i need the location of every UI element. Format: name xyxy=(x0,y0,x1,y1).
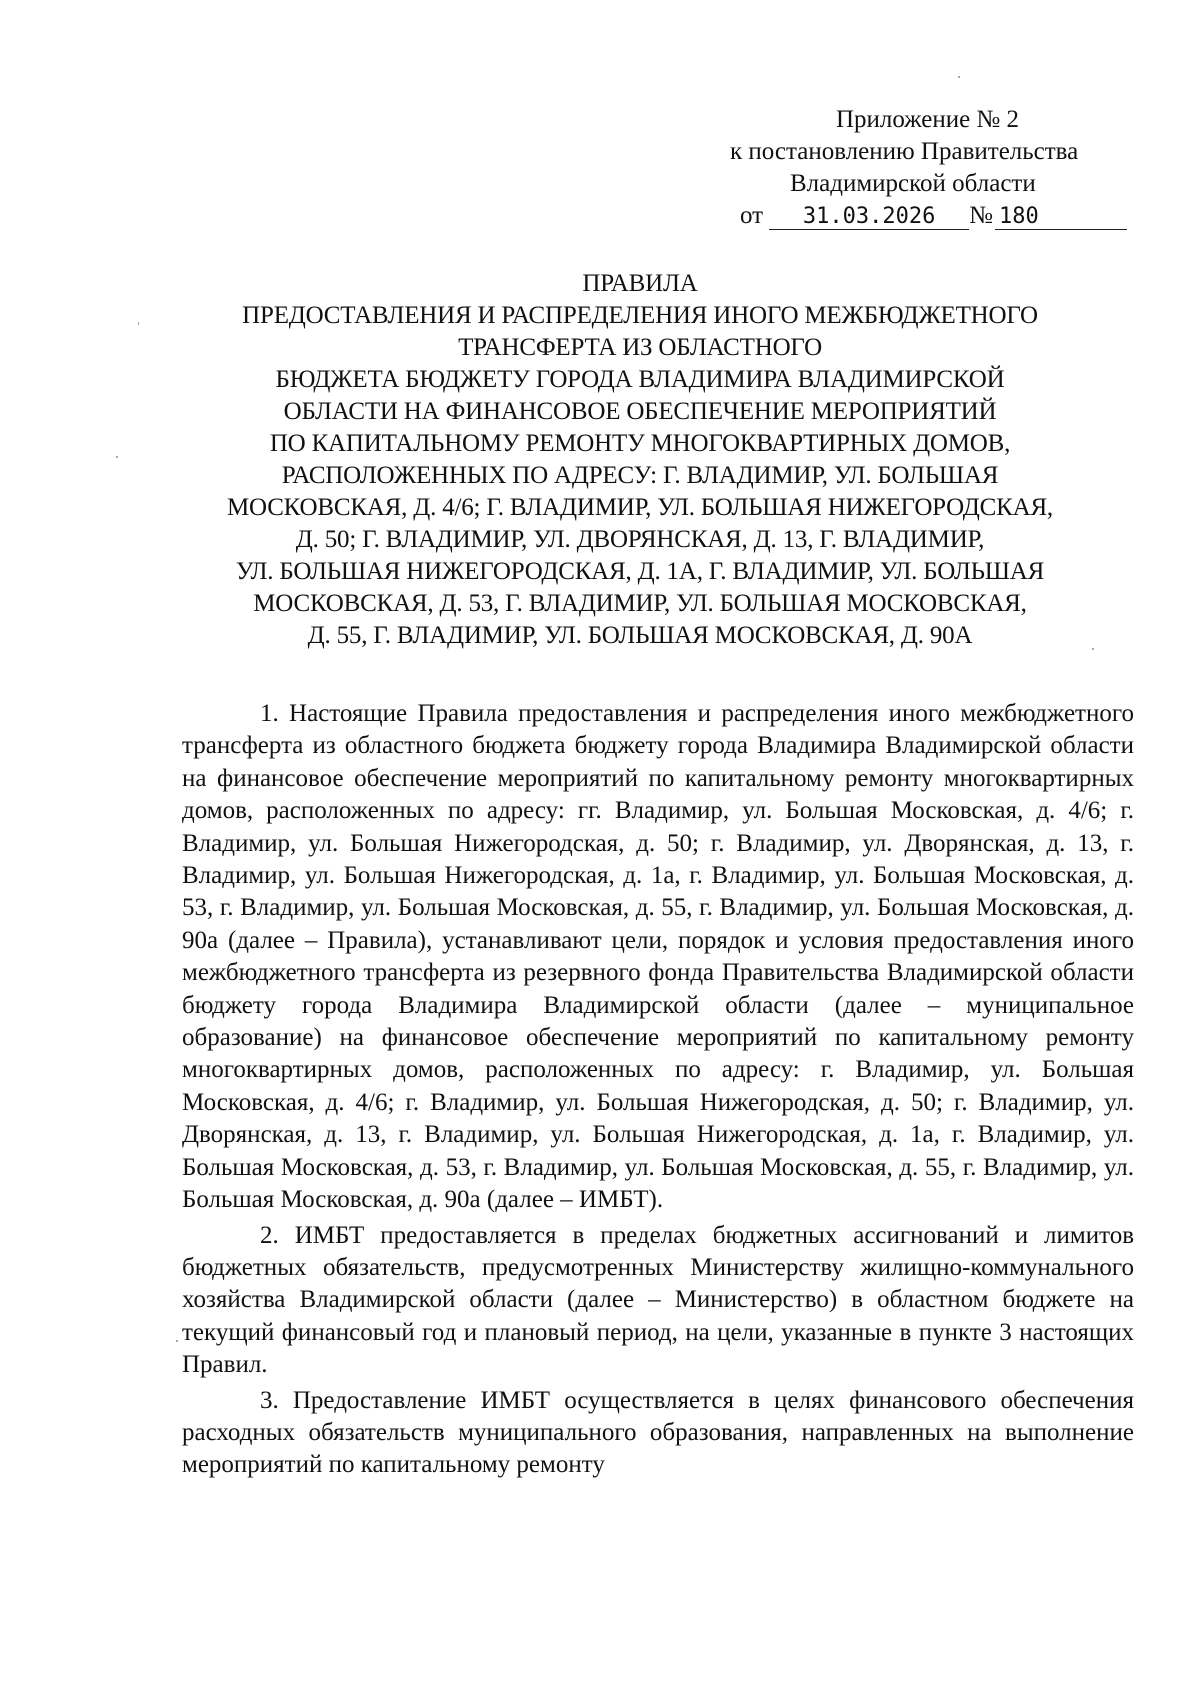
title-line: УЛ. БОЛЬШАЯ НИЖЕГОРОДСКАЯ, Д. 1А, Г. ВЛАДИМИР, УЛ. БОЛЬШАЯ xyxy=(235,558,1045,585)
from-label: от xyxy=(740,202,764,229)
scan-speck xyxy=(138,322,139,325)
appendix-resolution-ref: к постановлению Правительства xyxy=(730,138,1079,165)
scan-speck xyxy=(1092,648,1094,650)
resolution-date: 31.03.2026 xyxy=(769,205,969,230)
paragraph-1: 1. Настоящие Правила предоставления и распределения иного межбюджетного трансферта из областного бюджета бюджету города Владимира Владимирской области на финансовое обеспечение мероприятий по капитальному ремонту многоквартирных домов, расположенных по адресу: гг. Владимир, ул. Большая Московская, д. 4/6; г. Владимир, ул. Большая Нижегородская, д. 50; г. Владимир, ул. Дворянская, д. 13, г. Владимир, ул. Большая Нижегородская, д. 1а, г. Владимир, ул. Большая Московская, д. 53, г. Владимир, ул. Большая Московская, д. 55, г. Владимир, ул. Большая Московская, д. 90а (далее – Правила), устанавливают цели, порядок и условия предоставления иного межбюджетного трансферта из резервного фонда Правительства Владимирской области бюджету города Владимира Владимирской области (далее – муниципальное образование) на финансовое обеспечение мероприятий по капитальному ремонту многоквартирных домов, расположенных по адресу: г. Владимир, ул. Большая Московская, д. 4/6; г. Владимир, ул. Большая Нижегородская, д. 50; г. Владимир, ул. Дворянская, д. 13, г. Владимир, ул. Большая Нижегородская, д. 1а, г. Владимир, ул. Большая Московская, д. 53, г. Владимир, ул. Большая Московская, д. 55, г. Владимир, ул. Большая Московская, д. 90а (далее – ИМБТ). xyxy=(182,700,1134,1214)
title-line: ПО КАПИТАЛЬНОМУ РЕМОНТУ МНОГОКВАРТИРНЫХ ДОМОВ, xyxy=(269,430,1011,457)
title-line: Д. 50; Г. ВЛАДИМИР, УЛ. ДВОРЯНСКАЯ, Д. 13, Г. ВЛАДИМИР, xyxy=(295,526,985,553)
title-line: ПРАВИЛА xyxy=(582,270,698,297)
number-label: № xyxy=(969,202,993,229)
title-line: ТРАНСФЕРТА ИЗ ОБЛАСТНОГО xyxy=(458,334,822,361)
title-line: ОБЛАСТИ НА ФИНАНСОВОЕ ОБЕСПЕЧЕНИЕ МЕРОПРИЯТИЙ xyxy=(283,398,997,425)
scan-speck xyxy=(116,456,118,458)
appendix-date-number-line xyxy=(730,200,1150,232)
appendix-region: Владимирской области xyxy=(790,170,1036,197)
title-line: РАСПОЛОЖЕННЫХ ПО АДРЕСУ: Г. ВЛАДИМИР, УЛ. БОЛЬШАЯ xyxy=(281,462,999,489)
title-line: МОСКОВСКАЯ, Д. 53, Г. ВЛАДИМИР, УЛ. БОЛЬШАЯ МОСКОВСКАЯ, xyxy=(253,590,1027,617)
paragraph-3: 3. Предоставление ИМБТ осуществляется в целях финансового обеспечения расходных обязательств муниципального образования, направленных на выполнение мероприятий по капитальному ремонту xyxy=(182,1386,1134,1479)
paragraph-2: 2. ИМБТ предоставляется в пределах бюджетных ассигнований и лимитов бюджетных обязательств, предусмотренных Министерству жилищно-коммунального хозяйства Владимирской области (далее – Министерство) в областном бюджете на текущий финансовый год и плановый период, на цели, указанные в пункте 3 настоящих Правил. xyxy=(182,1221,1134,1379)
document-title xyxy=(170,268,1110,652)
title-line: БЮДЖЕТА БЮДЖЕТУ ГОРОДА ВЛАДИМИРА ВЛАДИМИРСКОЙ xyxy=(275,366,1005,393)
scan-speck xyxy=(176,1340,178,1342)
appendix-header xyxy=(730,104,1150,232)
document-body xyxy=(182,698,1134,1482)
appendix-number: Приложение № 2 xyxy=(836,106,1020,133)
scan-speck xyxy=(958,76,960,78)
resolution-number: 180 xyxy=(995,205,1127,230)
title-line: МОСКОВСКАЯ, Д. 4/6; Г. ВЛАДИМИР, УЛ. БОЛЬШАЯ НИЖЕГОРОДСКАЯ, xyxy=(227,494,1053,521)
title-line: ПРЕДОСТАВЛЕНИЯ И РАСПРЕДЕЛЕНИЯ ИНОГО МЕЖБЮДЖЕТНОГО xyxy=(242,302,1038,329)
title-line: Д. 55, Г. ВЛАДИМИР, УЛ. БОЛЬШАЯ МОСКОВСКАЯ, Д. 90А xyxy=(307,622,973,649)
